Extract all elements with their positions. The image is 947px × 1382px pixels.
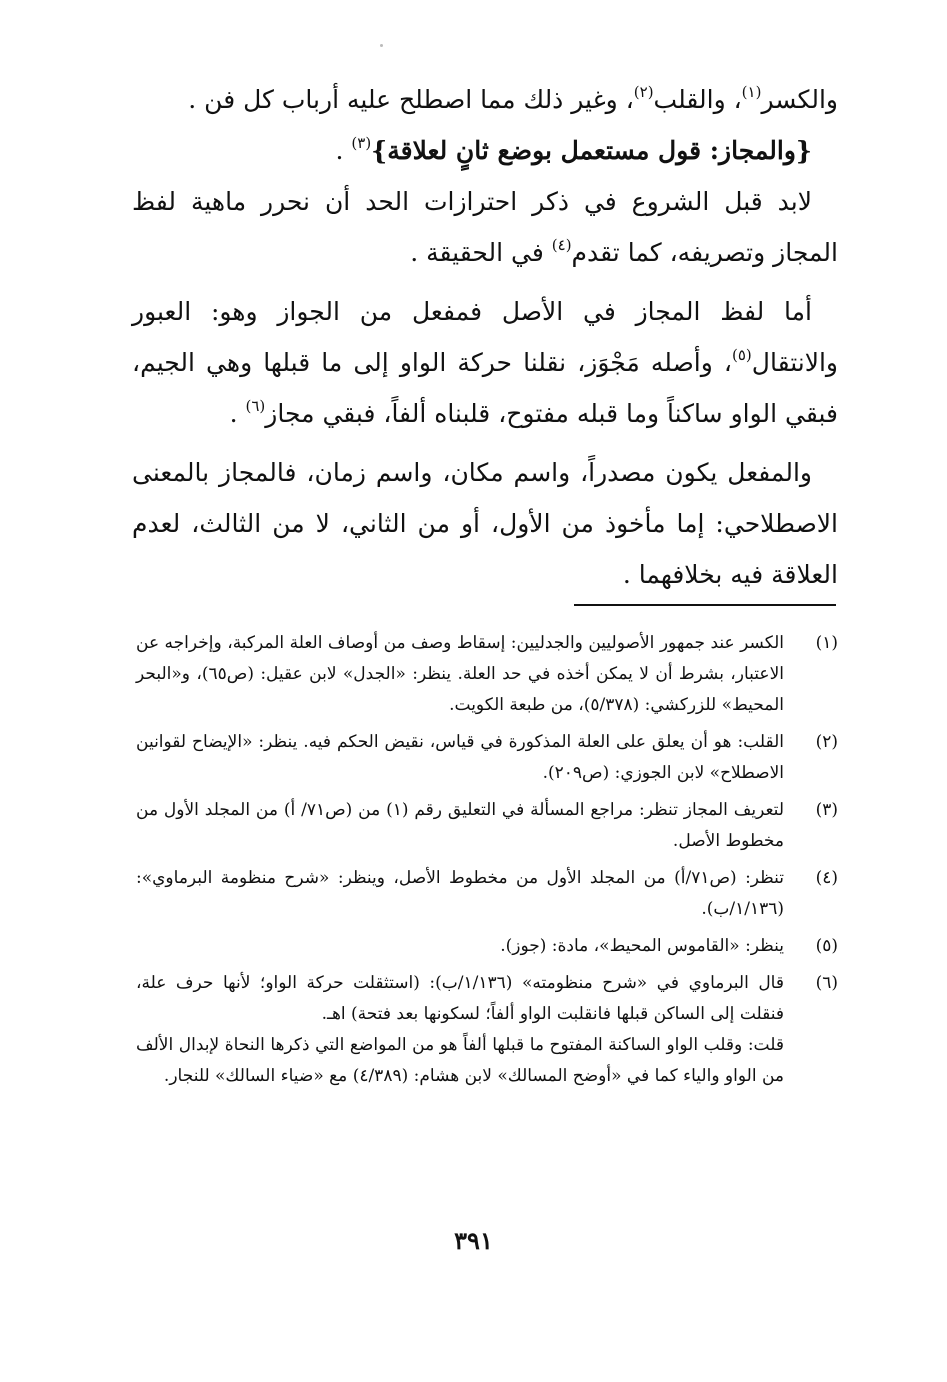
footnote-2 bbox=[136, 727, 838, 789]
footnote-1 bbox=[136, 628, 838, 721]
footnote-6 bbox=[136, 968, 838, 1092]
text-segment: والكسر bbox=[761, 85, 838, 114]
text-line-1 bbox=[132, 74, 838, 125]
footnote-ref-3[interactable]: (٣) bbox=[351, 134, 372, 152]
footnote-text: لتعريف المجاز تنظر: مراجع المسألة في التعليق رقم (١) من (ص٧١/ أ) من المجلد الأول من مخطوط الأصل. bbox=[136, 800, 784, 851]
paragraph-1 bbox=[132, 176, 838, 278]
footnote-3 bbox=[136, 795, 838, 857]
main-text bbox=[132, 74, 838, 600]
footnote-ref-5[interactable]: (٥) bbox=[732, 346, 752, 364]
footnote-text: قال البرماوي في «شرح منظومته» (١/١٣٦/ب): (استثقلت حركة الواو؛ لأنها حرف علة، فنقلت إلى الساكن قبلها فانقلبت الواو ألفاً؛ لسكونها بعد فتحة) اهـ. bbox=[136, 973, 784, 1024]
footnote-text: تنظر: (ص٧١/أ) من المجلد الأول من مخطوط الأصل، وينظر: «شرح منظومة البرماوي»: (١/١٣٦/ب). bbox=[136, 868, 784, 919]
text-segment: . bbox=[229, 399, 246, 428]
page-number: ٣٩١ bbox=[454, 1226, 493, 1255]
footnote-number: (١) bbox=[815, 633, 838, 653]
footnote-text: الكسر عند جمهور الأصوليين والجدليين: إسقاط وصف من أوصاف العلة المركبة، وإخراجه عن الاعتبار، بشرط أن لا يمكن أخذه في حد العلة. ينظر: «الجدل» لابن عقيل: (ص٦٥)، و«البحر المحيط» للزركشي: (٥/٣٧٨)، من طبعة الكويت. bbox=[136, 633, 784, 715]
paragraph-2 bbox=[132, 286, 838, 439]
paragraph-3: والمفعل يكون مصدراً، واسم مكان، واسم زمان، فالمجاز بالمعنى الاصطلاحي: إما مأخوذ من الأول، أو من الثاني، لا من الثالث، لعدم العلاقة فيه بخلافهما . bbox=[132, 458, 838, 589]
footnote-text: القلب: هو أن يعلق على العلة المذكورة في قياس، نقيض الحكم فيه. ينظر: «الإيضاح لقوانين الاصطلاح» لابن الجوزي: (ص٢٠٩). bbox=[136, 732, 784, 783]
footnotes-section bbox=[136, 628, 838, 1098]
text-segment: ، وغير ذلك مما اصطلح عليه أرباب كل فن . bbox=[188, 85, 634, 114]
footnote-ref-6[interactable]: (٦) bbox=[245, 397, 266, 415]
footnote-number: (٣) bbox=[815, 800, 838, 820]
footnote-ref-1[interactable]: (١) bbox=[741, 83, 762, 101]
text-segment: ، وأصله مَجْوَز، نقلنا حركة الواو إلى ما قبلها وهي الجيم، فبقي الواو ساكناً وما قبله مفتوح، قلبناه ألفاً، فبقي مجاز bbox=[132, 348, 838, 428]
footnote-number: (٤) bbox=[815, 868, 838, 888]
footnote-ref-2[interactable]: (٢) bbox=[633, 83, 654, 101]
text-segment: لابد قبل الشروع في ذكر احترازات الحد أن نحرر ماهية لفظ المجاز وتصريفه، كما تقدم bbox=[132, 187, 838, 267]
footnote-text: ينظر: «القاموس المحيط»، مادة: (جوز). bbox=[500, 936, 784, 956]
text-segment: في الحقيقة . bbox=[410, 238, 552, 267]
scan-speck bbox=[380, 44, 383, 47]
footnote-number: (٢) bbox=[815, 732, 838, 752]
text-segment: أما لفظ المجاز في الأصل فمفعل من الجواز وهو: العبور والانتقال bbox=[132, 297, 838, 377]
footnote-number: (٦) bbox=[815, 973, 838, 993]
definition-heading: {والمجاز: قول مستعمل بوضع ثانٍ لعلاقة} bbox=[371, 136, 812, 165]
definition-line bbox=[132, 125, 838, 176]
footnote-4 bbox=[136, 863, 838, 925]
footnote-ref-4[interactable]: (٤) bbox=[551, 236, 572, 254]
text-segment: . bbox=[335, 136, 352, 165]
footnote-divider bbox=[574, 604, 836, 606]
footnote-5 bbox=[136, 931, 838, 962]
footnote-number: (٥) bbox=[815, 936, 838, 956]
text-segment: ، والقلب bbox=[653, 85, 742, 114]
footnote-text: قلت: وقلب الواو الساكنة المفتوح ما قبلها ألفاً هو من المواضع التي ذكرها النحاة لإبدال الألف من الواو والياء كما في «أوضح المسالك» لابن هشام: (٤/٣٨٩) مع «ضياء السالك» للنجار. bbox=[136, 1035, 784, 1086]
